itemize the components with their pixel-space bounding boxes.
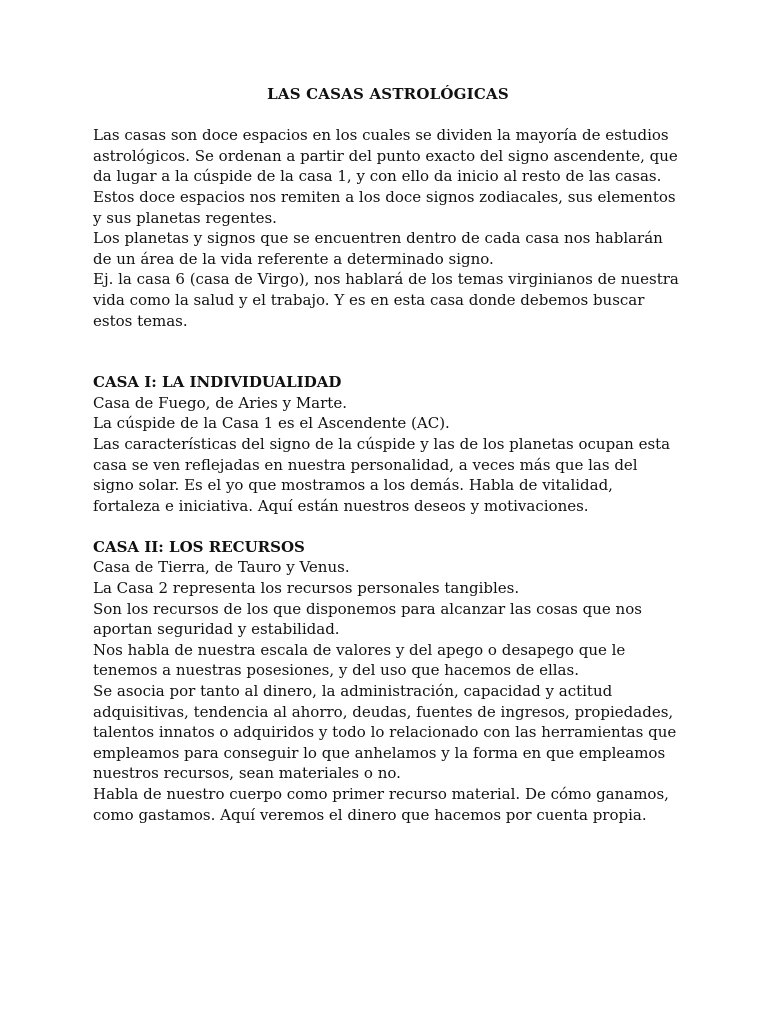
- intro-paragraph-3: Los planetas y signos que se encuentren dentro de cada casa nos hablarán de un área de la vida referente a determinado signo.: [93, 229, 663, 268]
- section-line: Las características del signo de la cúspide y las de los planetas ocupan esta casa se ven reflejadas en nuestra personalidad, a veces más que las del signo solar. Es el yo que mostramos a los demás. Habla de vitalidad, fortaleza e iniciativa. Aquí están nuestros deseos y motivaciones.: [93, 434, 671, 515]
- section-line: Casa de Tierra, de Tauro y Venus.: [93, 558, 350, 577]
- section-heading: CASA I: LA INDIVIDUALIDAD: [93, 373, 342, 392]
- section-line: Casa de Fuego, de Aries y Marte.: [93, 393, 347, 412]
- section-line: La cúspide de la Casa 1 es el Ascendente (AC).: [93, 414, 450, 433]
- intro-block: [93, 125, 683, 331]
- section-line: Nos habla de nuestra escala de valores y del apego o desapego que le tenemos a nuestras posesiones, y del uso que hacemos de ellas.: [93, 640, 626, 680]
- intro-paragraph-2: Estos doce espacios nos remiten a los doce signos zodiacales, sus elementos y sus planetas regentes.: [93, 187, 676, 227]
- section-line: Habla de nuestro cuerpo como primer recurso material. De cómo ganamos, como gastamos. Aquí veremos el dinero que hacemos por cuenta propia.: [93, 785, 669, 824]
- section-casa-1: [93, 372, 683, 516]
- section-line: La Casa 2 representa los recursos personales tangibles.: [93, 579, 520, 598]
- document-title: LAS CASAS ASTROLÓGICAS: [267, 85, 509, 103]
- section-heading: CASA II: LOS RECURSOS: [93, 537, 305, 556]
- section-line: Se asocia por tanto al dinero, la administración, capacidad y actitud adquisitivas, tendencia al ahorro, deudas, fuentes de ingresos, propiedades, talentos innatos o adquiridos y todo lo relacionado con las herramientas que empleamos para conseguir lo que anhelamos y la forma en que empleamos nuestros recursos, sean materiales o no.: [93, 682, 677, 783]
- intro-paragraph-4: Ej. la casa 6 (casa de Virgo), nos hablará de los temas virginianos de nuestra vida como la salud y el trabajo. Y es en esta casa donde debemos buscar estos temas.: [93, 270, 679, 330]
- section-casa-2: [93, 537, 683, 825]
- spacer: [93, 516, 683, 537]
- section-line: Son los recursos de los que disponemos para alcanzar las cosas que nos aportan seguridad y estabilidad.: [93, 599, 642, 639]
- intro-paragraph-1: Las casas son doce espacios en los cuales se dividen la mayoría de estudios astrológicos. Se ordenan a partir del punto exacto del signo ascendente, que da lugar a la cúspide de la casa 1, y con ello da inicio al resto de las casas.: [93, 126, 678, 186]
- document-page: [93, 84, 683, 825]
- spacer: [93, 331, 683, 372]
